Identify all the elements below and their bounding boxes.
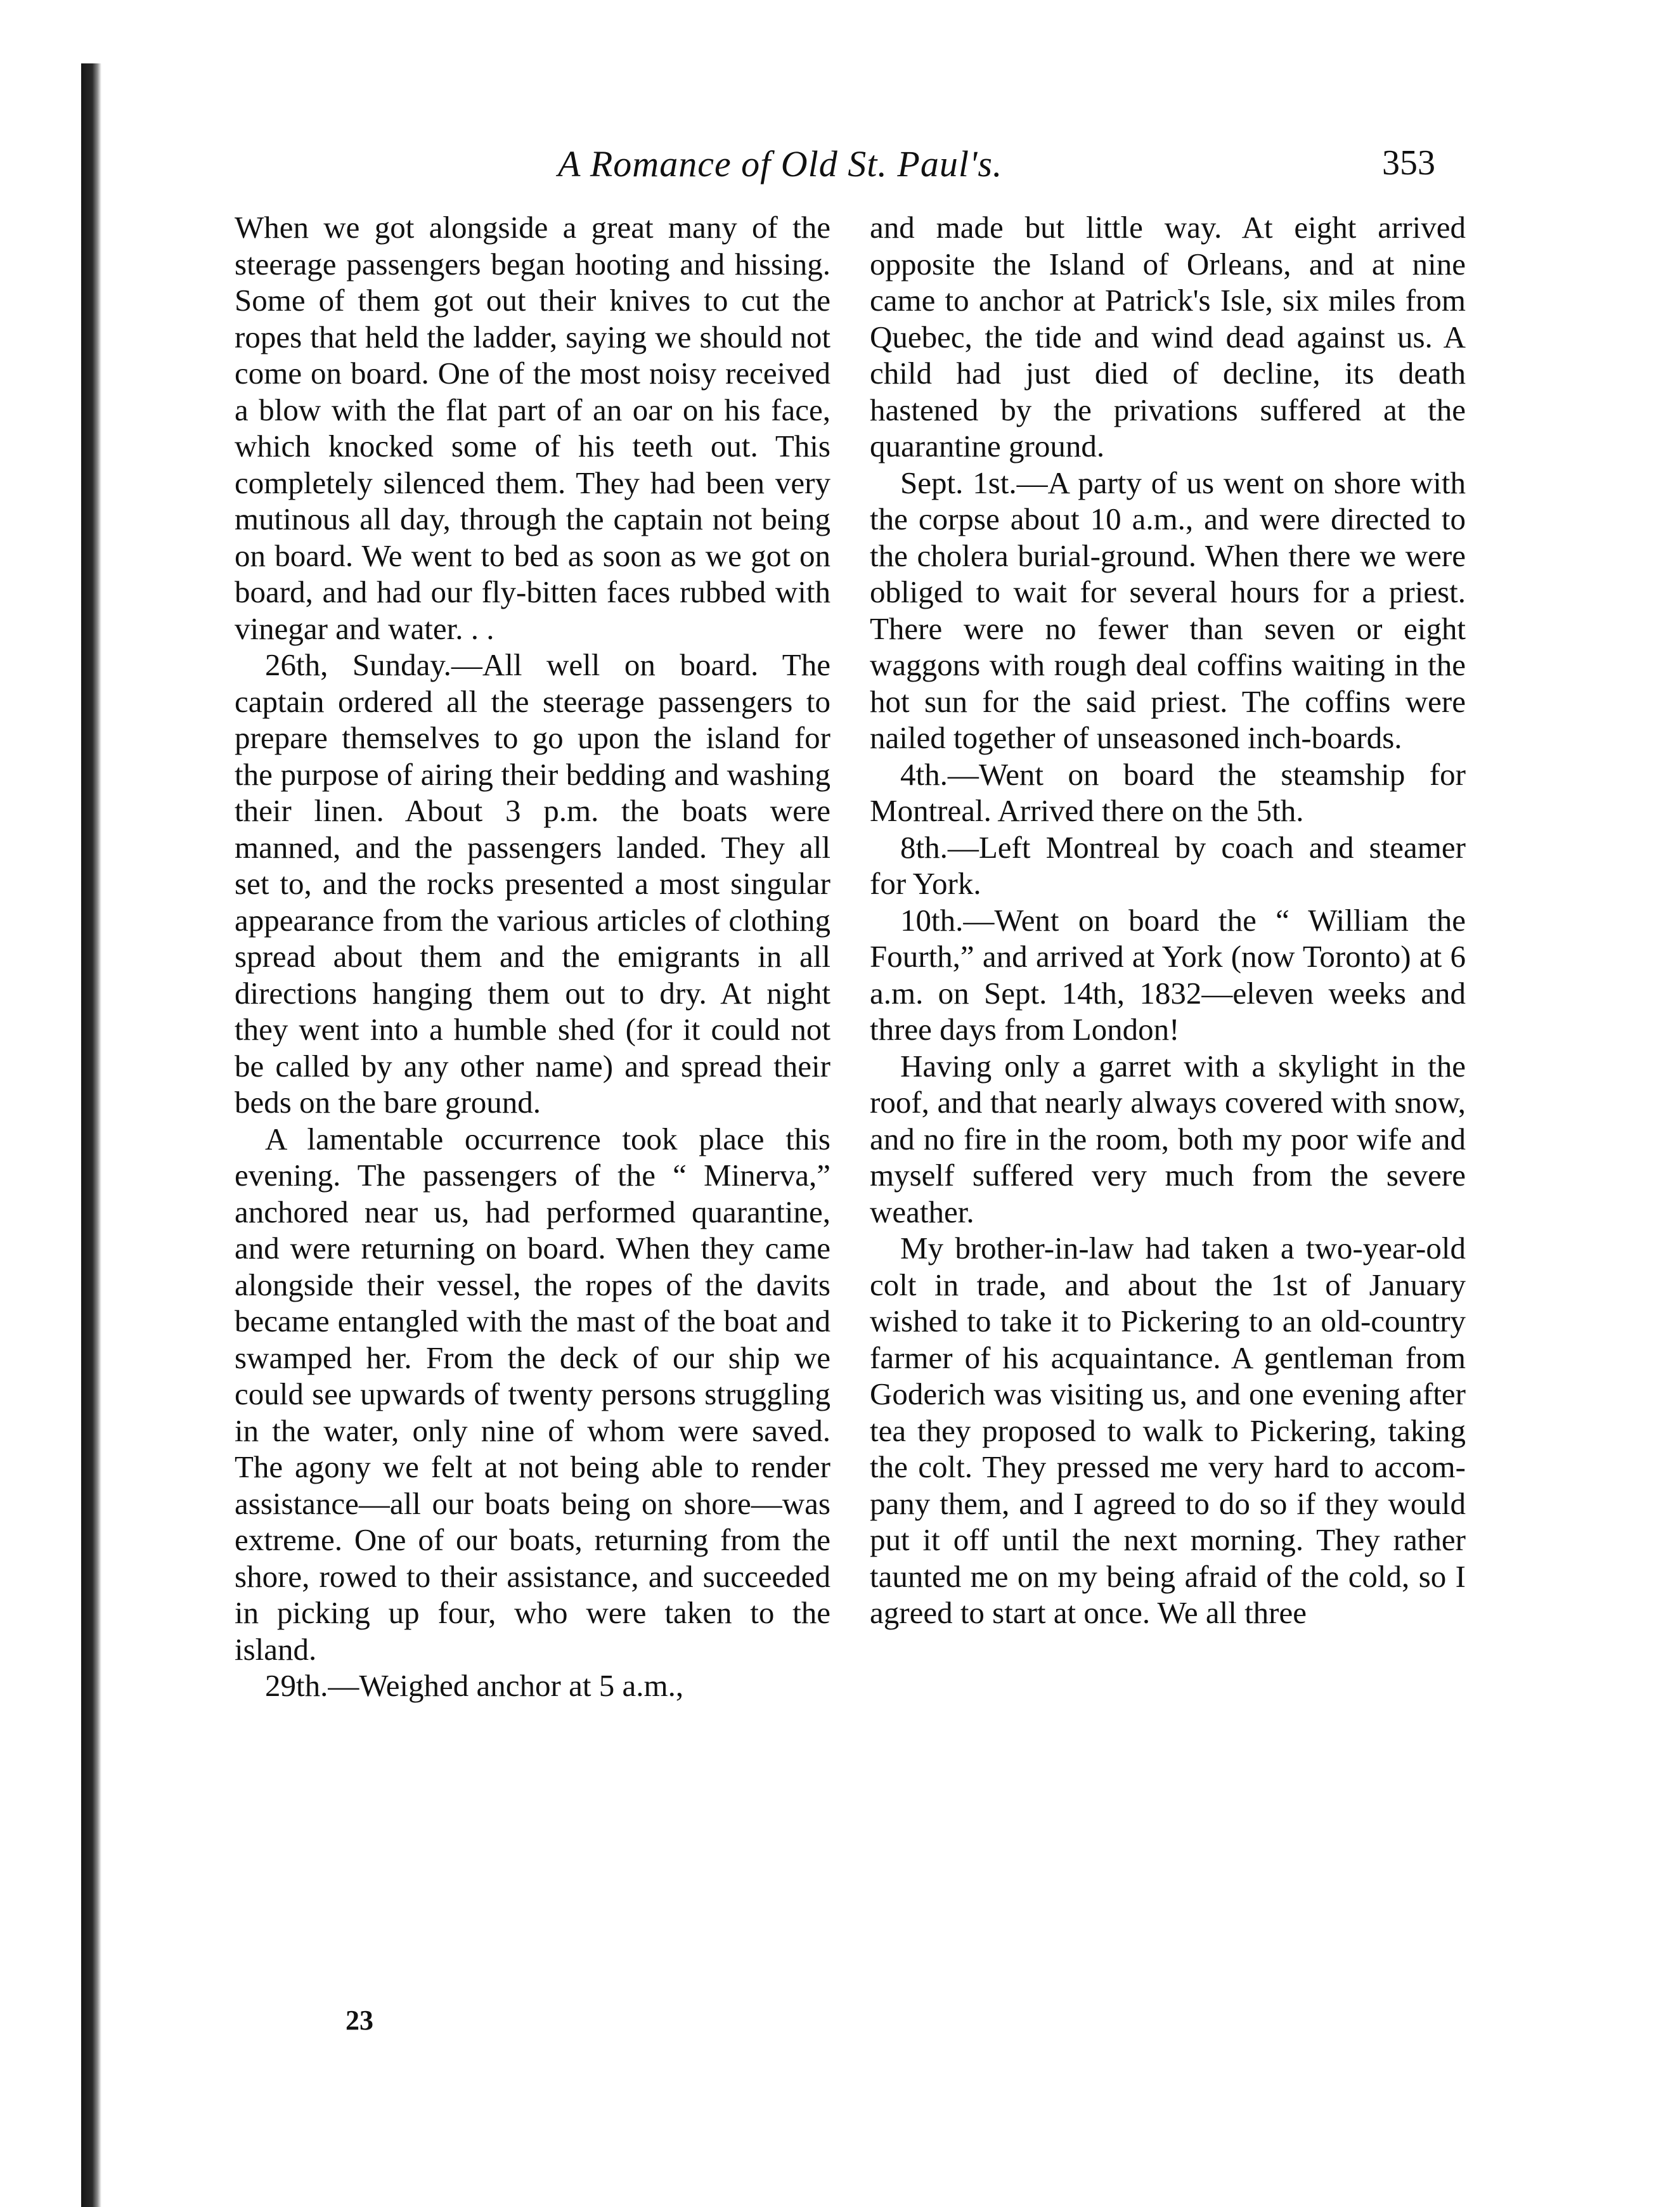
paragraph: 26th, Sunday.—All well on board. The captain ordered all the steerage passengers to prepare themselves to go upon the island for the purpose of airing their bedding and washing their linen. About 3 p.m. the boats were manned, and the passengers landed. They all set to, and the rocks presented a most singular appearance from the various articles of clothing spread about them and the emigrants in all directions hanging them out to dry. At night they went into a humble shed (for it could not be called by any other name) and spread their beds on the bare ground. xyxy=(235,647,830,1120)
running-title: A Romance of Old St. Paul's. xyxy=(558,143,1003,184)
paragraph: When we got alongside a great many of the steerage passengers began hooting and hissing. Some of them got out their knives to cut the ropes that held the ladder, saying we should not come on board. One of the most noisy received a blow with the flat part of an oar on his face, which knocked some of his teeth out. This completely silenced them. They had been very mutinous all day, through the captain not being on board. We went to bed as soon as we got on board, and had our fly-bitten faces rubbed with vinegar and water. . . xyxy=(235,210,830,646)
paragraph: 10th.—Went on board the “ William the Fourth,” and arrived at York (now Toronto) at 6 a.m. on Sept. 14th, 1832—eleven weeks and three days from London! xyxy=(870,902,1466,1047)
running-head xyxy=(0,143,1680,193)
signature-mark: 23 xyxy=(346,2005,373,2036)
left-column xyxy=(235,209,830,1704)
paragraph: Sept. 1st.—A party of us went on shore with the corpse about 10 a.m., and were directed to the cholera burial-ground. When there we were obliged to wait for several hours for a priest. There were no fewer than seven or eight waggons with rough deal coffins waiting in the hot sun for the said priest. The coffins were nailed together of unseasoned inch-boards. xyxy=(870,465,1466,755)
paragraph: 4th.—Went on board the steamship for Montreal. Arrived there on the 5th. xyxy=(870,756,1466,828)
right-column xyxy=(870,209,1466,1631)
page-number: 353 xyxy=(1382,143,1435,183)
paragraph: Having only a garret with a skylight in the roof, and that nearly always covered with snow, and no fire in the room, both my poor wife and myself suffered very much from the severe weather. xyxy=(870,1048,1466,1229)
paragraph: 29th.—Weighed anchor at 5 a.m., xyxy=(265,1668,684,1703)
paragraph: A lamentable occurrence took place this evening. The passengers of the “ Minerva,” anchored near us, had performed quarantine, and were returning on board. When they came alongside their vessel, the ropes of the davits became entangled with the mast of the boat and swamped her. From the deck of our ship we could see upwards of twenty persons struggling in the water, only nine of whom were saved. The agony we felt at not being able to render assistance—all our boats being on shore—was extreme. One of our boats, returning from the shore, rowed to their assistance, and succeeded in picking up four, who were taken to the island. xyxy=(235,1121,830,1667)
page-binding-edge xyxy=(81,63,101,2207)
paragraph: My brother-in-law had taken a two-year-old colt in trade, and about the 1st of January wished to take it to Pickering to an old-country farmer of his acquaintance. A gentleman from Goderich was visiting us, and one evening after tea they proposed to walk to Pickering, taking the colt. They pressed me very hard to accompany them, and I agreed to do so if they would put it off until the next morning. They rather taunted me on my being afraid of the cold, so I agreed to start at once. We all three xyxy=(870,1231,1466,1630)
paragraph: 8th.—Left Montreal by coach and steamer for York. xyxy=(870,829,1466,901)
paragraph: and made but little way. At eight arrived opposite the Island of Orleans, and at nine came to anchor at Patrick's Isle, six miles from Quebec, the tide and wind dead against us. A child had just died of decline, its death hastened by the privations suffered at the quarantine ground. xyxy=(870,210,1466,463)
